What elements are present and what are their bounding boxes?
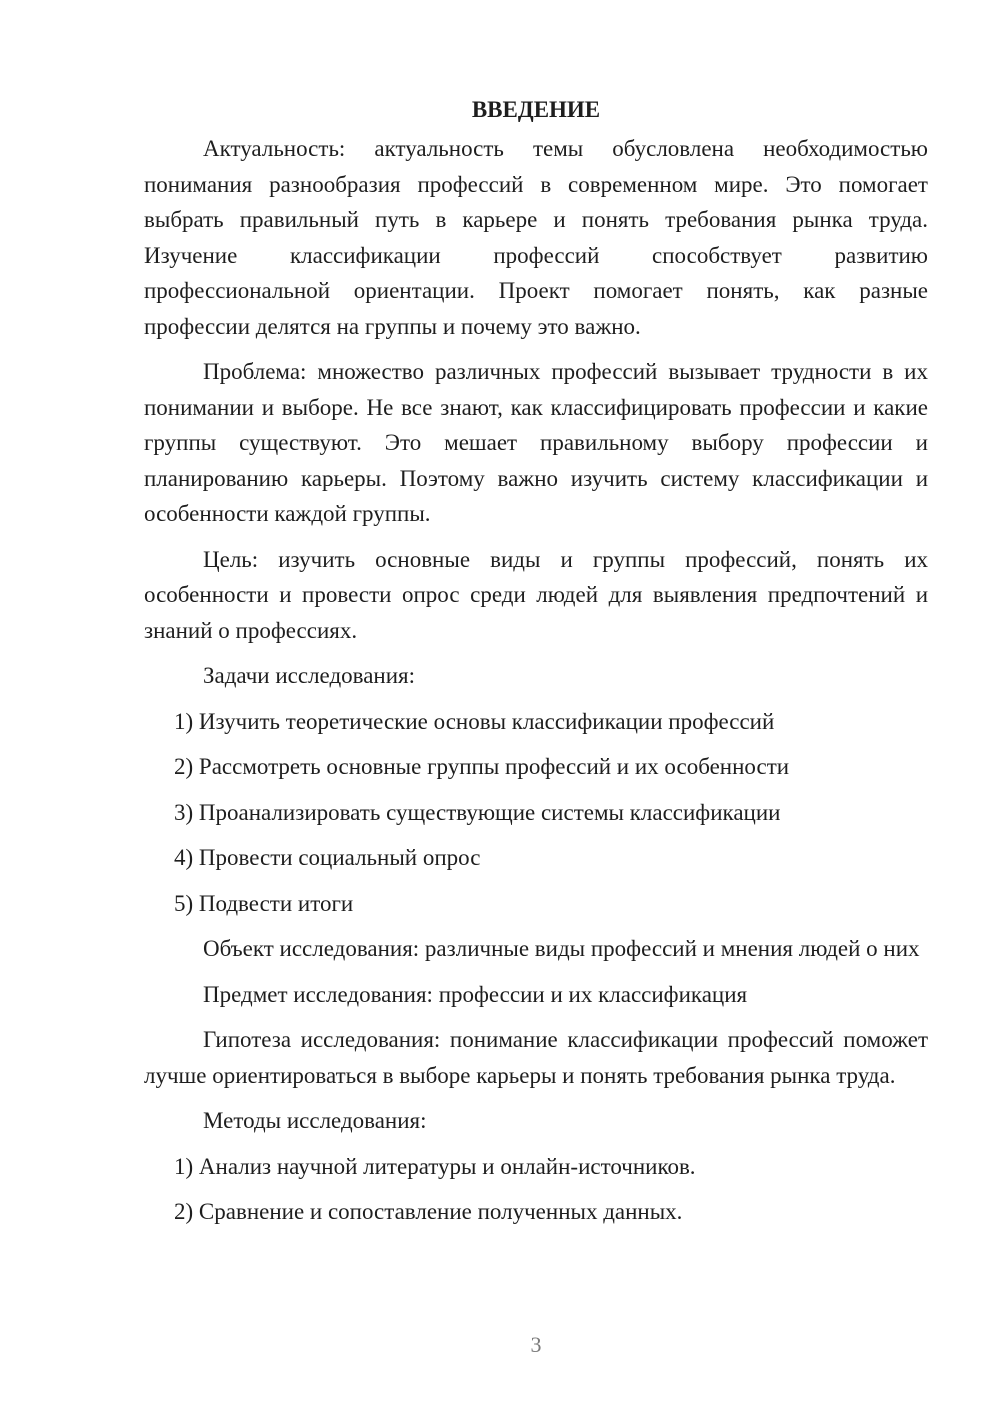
object-paragraph: Объект исследования: различные виды профессий и мнения людей о них [203,936,920,961]
hypothesis-paragraph: Гипотеза исследования: понимание классификации профессий поможет лучше ориентироваться в выборе карьеры и понять требования рынка труда. [144,1027,928,1088]
list-item: 1) Анализ научной литературы и онлайн-источников. [174,1153,696,1179]
page-number: 3 [530,1332,542,1357]
tasks-list [144,704,928,922]
list-item: 2) Сравнение и сопоставление полученных данных. [174,1199,683,1224]
subject-paragraph: Предмет исследования: профессии и их классификация [203,981,748,1007]
list-item: 5) Подвести итоги [174,890,354,916]
section-heading: ВВЕДЕНИЕ [471,97,601,122]
page-content [144,92,928,1240]
problem-paragraph: Проблема: множество различных профессий вызывает трудности в их понимании и выборе. Не все знают, как классифицировать профессии и какие группы существуют. Это мешает правильному выбору профессии и планированию карьеры. Поэтому важно изучить систему классификации и особенности каждой группы. [144,359,928,526]
list-item: 2) Рассмотреть основные группы профессий и их особенности [174,754,790,779]
relevance-paragraph: Актуальность: актуальность темы обусловлена необходимостью понимания разнообразия профессий в современном мире. Это помогает выбрать правильный путь в карьере и понять требования рынка труда. Изучение классификации профессий способствует развитию профессиональной ориентации. Проект помогает понять, как разные профессии делятся на группы и почему это важно. [144,136,928,339]
list-item: 3) Проанализировать существующие системы классификации [174,799,781,825]
methods-list [144,1149,928,1230]
methods-label: Методы исследования: [203,1108,427,1133]
tasks-label: Задачи исследования: [203,663,416,688]
list-item: 1) Изучить теоретические основы классификации профессий [174,708,775,734]
goal-paragraph: Цель: изучить основные виды и группы профессий, понять их особенности и провести опрос среди людей для выявления предпочтений и знаний о профессиях. [144,546,928,643]
list-item: 4) Провести социальный опрос [174,845,481,870]
